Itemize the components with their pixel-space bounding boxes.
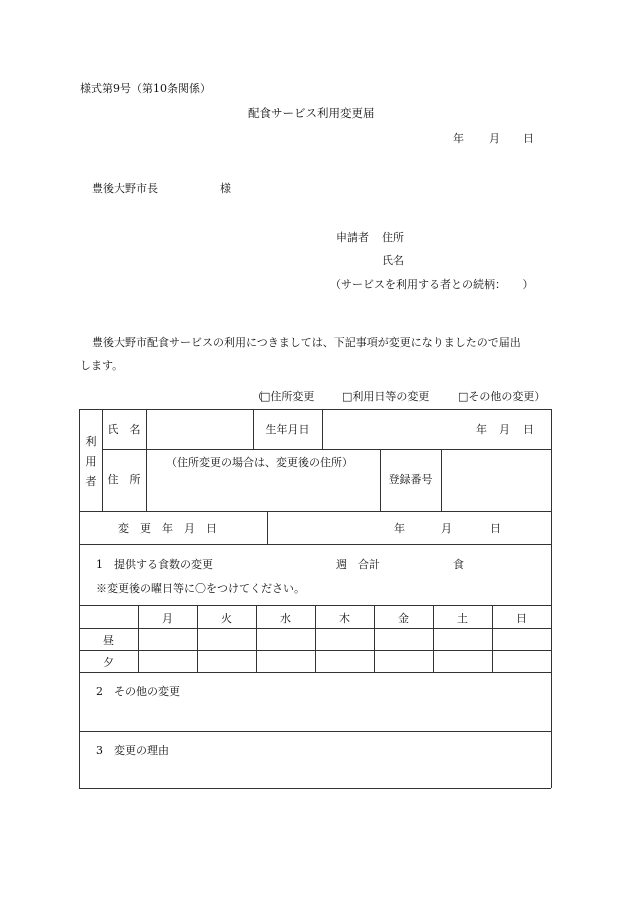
- user-row-label: 利用者: [85, 435, 97, 488]
- checkbox-address-change[interactable]: □住所変更: [260, 390, 315, 403]
- other-changes-heading: 2 その他の変更: [96, 685, 180, 698]
- body-text-line1: 豊後大野市配食サービスの利用につきましては、下記事項が変更になりましたので届出: [92, 336, 521, 349]
- meal-row-lunch: 昼: [103, 634, 114, 647]
- registration-number-label: 登録番号: [388, 473, 433, 486]
- day-header-tue: 火: [221, 612, 232, 625]
- date-day-label: 日: [523, 132, 534, 145]
- address-label: 住 所: [107, 473, 141, 486]
- meals-heading: 1 提供する食数の変更: [96, 558, 213, 571]
- table-right-border: [551, 409, 552, 788]
- applicant-label: 申請者: [336, 231, 369, 244]
- user-section-bottom: [79, 511, 551, 512]
- date-month-label: 月: [489, 132, 500, 145]
- change-date-divider: [267, 511, 268, 544]
- birth-label-right-divider: [322, 409, 323, 449]
- birth-date-label: 生年月日: [265, 423, 310, 436]
- birth-day-label: 日: [523, 423, 534, 436]
- day-header-thu: 木: [339, 612, 350, 625]
- form-number: 様式第9号（第10条関係）: [80, 82, 211, 95]
- user-name-field[interactable]: [150, 413, 252, 447]
- day-header-mon: 月: [162, 612, 173, 625]
- date-year-label: 年: [453, 132, 464, 145]
- body-text-line2: します。: [80, 359, 124, 372]
- day-header-fri: 金: [398, 612, 409, 625]
- other-change-bottom: [79, 731, 551, 732]
- name-label: 氏 名: [107, 423, 141, 436]
- day-header-wed: 水: [280, 612, 291, 625]
- meal-row-dinner: 夕: [103, 656, 114, 669]
- address-note: （住所変更の場合は、変更後の住所）: [166, 456, 353, 469]
- applicant-name-label: 氏名: [382, 254, 404, 267]
- reason-heading: 3 変更の理由: [96, 744, 169, 757]
- day-header-sat: 土: [457, 612, 468, 625]
- addressee-honorific: 様: [220, 182, 231, 195]
- birth-year-label: 年: [476, 423, 487, 436]
- meal-grid-bottom: [79, 672, 551, 673]
- weekly-total-label: 週 合計: [336, 558, 380, 571]
- change-date-month: 月: [441, 522, 452, 535]
- registration-number-field[interactable]: [445, 453, 549, 509]
- meals-note: ※変更後の曜日等に〇をつけてください。: [96, 582, 305, 595]
- meal-unit-label: 食: [453, 558, 464, 571]
- applicant-relation-note: （サービスを利用する者との続柄： ）: [330, 278, 534, 291]
- table-top-border: [79, 409, 551, 410]
- change-date-bottom: [79, 544, 551, 545]
- field-label-divider: [146, 409, 147, 511]
- change-date-label: 変 更 年 月 日: [118, 522, 217, 535]
- checkbox-other-change[interactable]: □その他の変更）: [458, 390, 546, 403]
- change-date-year: 年: [394, 522, 405, 535]
- form-title: 配食サービス利用変更届: [248, 106, 375, 120]
- change-date-day: 日: [490, 522, 501, 535]
- applicant-address-label: 住所: [382, 231, 404, 244]
- addressee-name: 豊後大野市長: [92, 182, 158, 195]
- table-bottom-border: [79, 788, 551, 789]
- checkbox-usage-change[interactable]: □利用日等の変更: [342, 390, 430, 403]
- birth-month-label: 月: [499, 423, 510, 436]
- reason-field[interactable]: [96, 760, 548, 788]
- user-row-divider: [102, 449, 551, 450]
- change-types-open-paren: （: [252, 390, 263, 403]
- other-changes-field[interactable]: [96, 702, 548, 730]
- reg-label-right-divider: [441, 449, 442, 511]
- day-header-sun: 日: [516, 612, 527, 625]
